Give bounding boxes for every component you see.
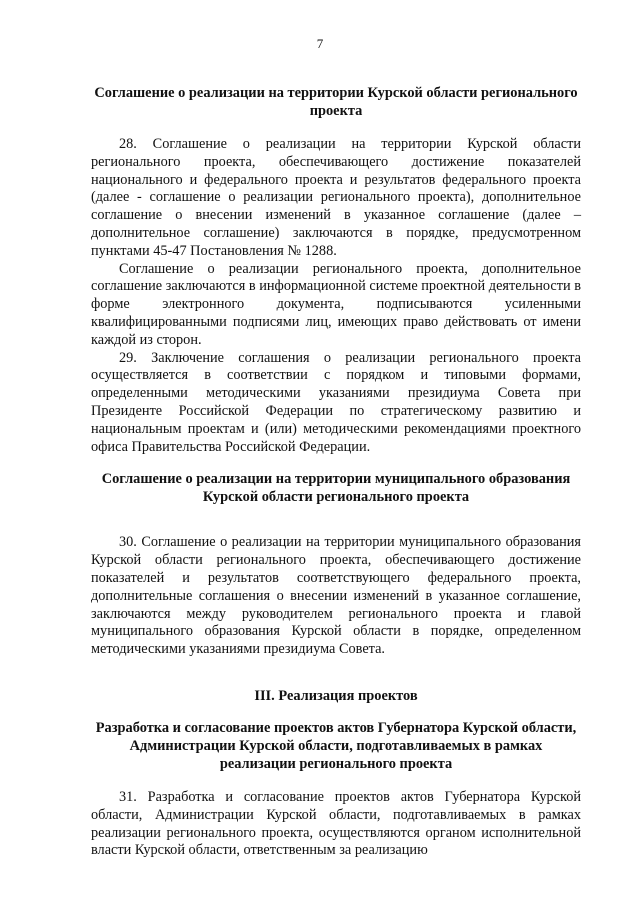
page-number: 7 <box>316 36 324 51</box>
paragraph-28: 28. Соглашение о реализации на территории Курской области регионального проекта, обеспечивающего достижение показателей национального и федерального проекта и результатов федерального проекта (далее - соглашение о реализации регионального проекта), дополнительное соглашение о внесении изменений в указанное соглашение (далее – дополнительное соглашение) заключаются в порядке, предусмотренном пунктами 45-47 Постановления № 1288. <box>91 136 581 259</box>
paragraph-28-cont: Соглашение о реализации регионального проекта, дополнительное соглашение заключаются в информационной системе проектной деятельности в форме электронного документа, подписываются усиленными квалифицированными подписями лиц, имеющих право действовать от имени каждой из сторон. <box>91 260 581 348</box>
section-heading-municipal-agreement: Соглашение о реализации на территории муниципального образования Курской области регионального проекта <box>101 471 571 506</box>
chapter-heading-implementation: III. Реализация проектов <box>254 687 418 704</box>
paragraph-30: 30. Соглашение о реализации на территории муниципального образования Курской области регионального проекта, обеспечивающего достижение показателей и результатов соответствующего федерального проекта, дополнительные соглашения о внесении изменений в указанное соглашение, заключаются между руководителем регионального проекта и главой муниципального образования Курской области в порядке, определенном методическими указаниями президиума Совета. <box>91 534 581 658</box>
section-heading-regional-agreement: Соглашение о реализации на территории Курской области регионального проекта <box>94 85 578 119</box>
paragraph-29: 29. Заключение соглашения о реализации регионального проекта осуществляется в соответствии с порядком и типовыми формами, определенными методическими указаниями президиума Совета при Президенте Российской Федерации по стратегическому развитию и национальным проектам и (или) методическими рекомендациями проектного офиса Правительства Российской Федерации. <box>91 349 581 455</box>
section-heading-acts-development: Разработка и согласование проектов актов Губернатора Курской области, Администрации Курской области, подготавливаемых в рамках реализации регионального проекта <box>95 719 577 772</box>
page-content <box>91 84 581 860</box>
paragraph-31: 31. Разработка и согласование проектов актов Губернатора Курской области, Администрации Курской области, подготавливаемых в рамках реализации регионального проекта, осуществляются органом исполнительной власти Курской области, ответственным за реализацию <box>91 788 581 859</box>
